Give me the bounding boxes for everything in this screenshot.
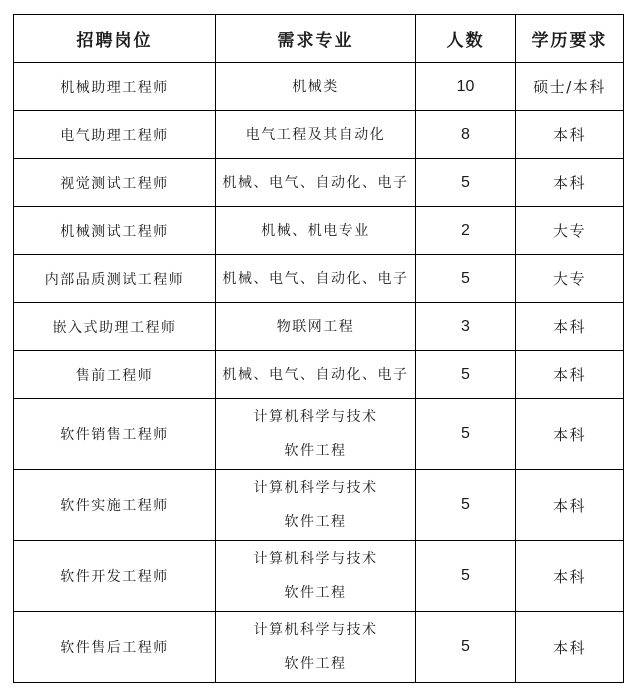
table-row (14, 255, 624, 303)
cell-position: 电气助理工程师 (14, 111, 216, 159)
major-line: 机械、电气、自动化、电子 (222, 270, 409, 287)
cell-education: 硕士/本科 (516, 63, 624, 111)
cell-major (216, 111, 416, 159)
major-line: 计算机科学与技术 (253, 622, 378, 638)
table-row (14, 399, 624, 470)
cell-education: 大专 (516, 207, 624, 255)
cell-count: 5 (416, 351, 516, 399)
cell-position: 软件售后工程师 (14, 612, 216, 683)
cell-position: 软件开发工程师 (14, 541, 216, 612)
cell-major (216, 399, 416, 470)
header-position: 招聘岗位 (14, 15, 216, 63)
table-row (14, 470, 624, 541)
cell-education: 本科 (516, 303, 624, 351)
cell-education: 本科 (516, 470, 624, 541)
cell-position: 软件销售工程师 (14, 399, 216, 470)
cell-count: 5 (416, 470, 516, 541)
table-body (14, 63, 624, 683)
major-line: 机械、机电专业 (261, 222, 370, 239)
table-row (14, 303, 624, 351)
cell-major (216, 303, 416, 351)
cell-position: 机械测试工程师 (14, 207, 216, 255)
major-line: 机械类 (292, 78, 339, 95)
cell-education: 本科 (516, 351, 624, 399)
cell-position: 嵌入式助理工程师 (14, 303, 216, 351)
cell-position: 机械助理工程师 (14, 63, 216, 111)
cell-education: 本科 (516, 612, 624, 683)
major-line: 软件工程 (284, 656, 347, 672)
cell-major (216, 159, 416, 207)
table-row (14, 111, 624, 159)
cell-major (216, 255, 416, 303)
cell-count: 10 (416, 63, 516, 111)
recruitment-table (13, 14, 624, 683)
major-line: 物联网工程 (276, 318, 355, 335)
cell-position: 视觉测试工程师 (14, 159, 216, 207)
table-row (14, 541, 624, 612)
header-education: 学历要求 (516, 15, 624, 63)
major-line: 软件工程 (284, 443, 347, 459)
cell-count: 2 (416, 207, 516, 255)
major-line: 计算机科学与技术 (253, 409, 378, 425)
cell-count: 5 (416, 541, 516, 612)
cell-count: 8 (416, 111, 516, 159)
major-line: 电气工程及其自动化 (245, 126, 386, 143)
cell-count: 5 (416, 255, 516, 303)
header-major: 需求专业 (216, 15, 416, 63)
cell-major (216, 470, 416, 541)
header-row (14, 15, 624, 63)
table-row (14, 159, 624, 207)
cell-position: 售前工程师 (14, 351, 216, 399)
table-row (14, 63, 624, 111)
cell-position: 内部品质测试工程师 (14, 255, 216, 303)
cell-education: 本科 (516, 111, 624, 159)
cell-major (216, 541, 416, 612)
header-count: 人数 (416, 15, 516, 63)
cell-count: 5 (416, 159, 516, 207)
table-row (14, 612, 624, 683)
cell-education: 本科 (516, 159, 624, 207)
table-row (14, 351, 624, 399)
cell-major (216, 63, 416, 111)
major-line: 机械、电气、自动化、电子 (222, 174, 409, 191)
cell-major (216, 612, 416, 683)
cell-education: 本科 (516, 541, 624, 612)
cell-major (216, 207, 416, 255)
cell-education: 大专 (516, 255, 624, 303)
major-line: 软件工程 (284, 514, 347, 530)
cell-position: 软件实施工程师 (14, 470, 216, 541)
cell-count: 5 (416, 399, 516, 470)
cell-education: 本科 (516, 399, 624, 470)
major-line: 计算机科学与技术 (253, 551, 378, 567)
cell-count: 5 (416, 612, 516, 683)
major-line: 软件工程 (284, 585, 347, 601)
cell-count: 3 (416, 303, 516, 351)
cell-major (216, 351, 416, 399)
major-line: 机械、电气、自动化、电子 (222, 366, 409, 383)
major-line: 计算机科学与技术 (253, 480, 378, 496)
table-row (14, 207, 624, 255)
